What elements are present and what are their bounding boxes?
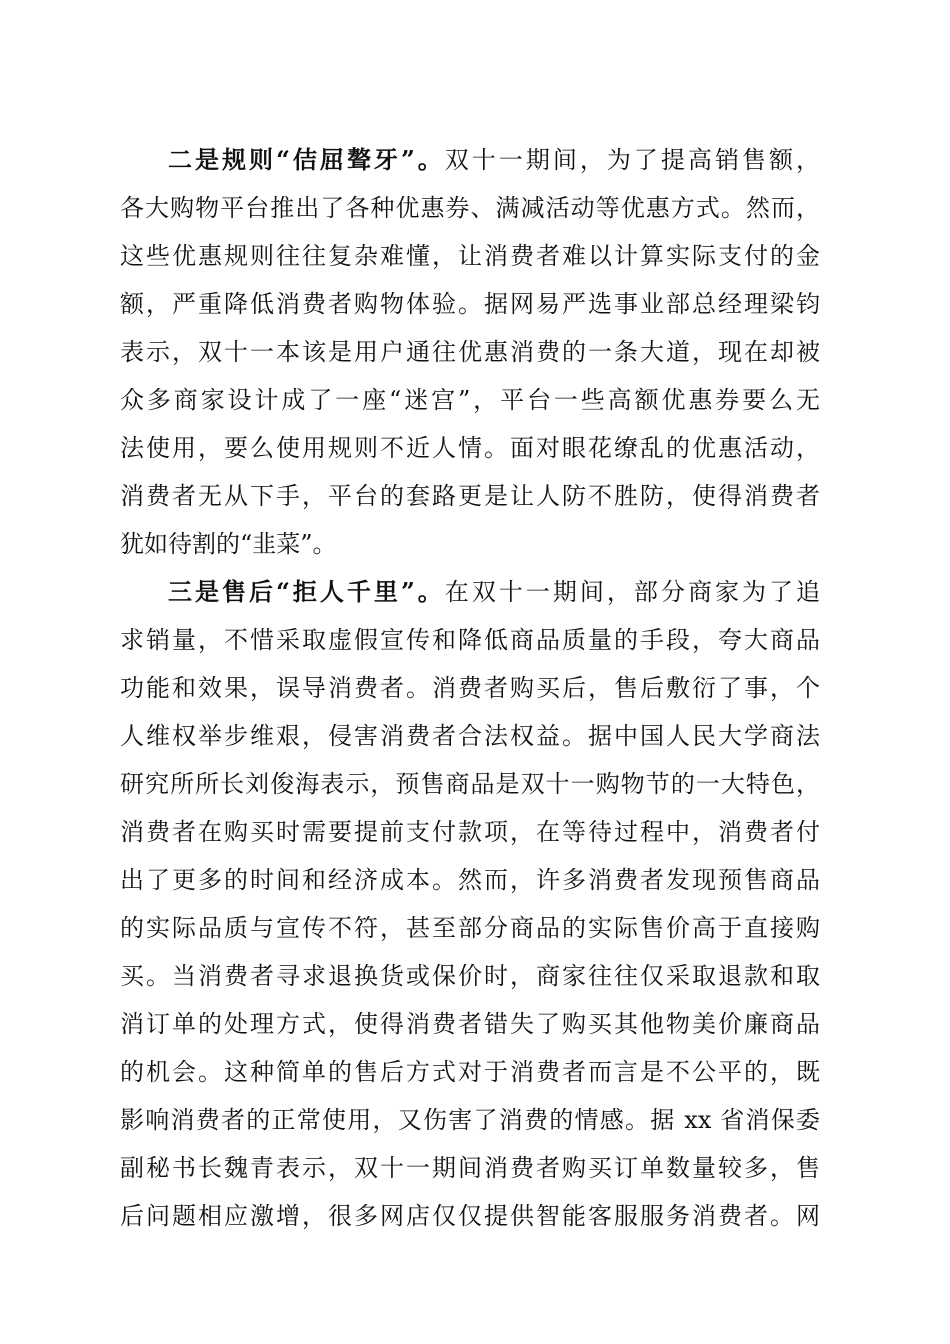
paragraph-2-line-6: 消费者在购买时需要提前支付款项，在等待过程中，消费者付 (120, 818, 820, 846)
paragraph-2-line-1 (168, 572, 820, 612)
paragraph-2-lead: 三是售后“拒人千里”。 (168, 577, 445, 606)
paragraph-1-line-9: 犹如待割的“韭菜”。 (120, 530, 337, 558)
paragraph-2-line-7: 出了更多的时间和经济成本。然而，许多消费者发现预售商品 (120, 866, 820, 894)
paragraph-1-line-5: 表示，双十一本该是用户通往优惠消费的一条大道，现在却被 (120, 338, 820, 366)
paragraph-1-line-7: 法使用，要么使用规则不近人情。面对眼花缭乱的优惠活动， (120, 434, 820, 462)
paragraph-1-line-8: 消费者无从下手，平台的套路更是让人防不胜防，使得消费者 (120, 482, 820, 510)
paragraph-2-line-8: 的实际品质与宣传不符，甚至部分商品的实际售价高于直接购 (120, 914, 820, 942)
paragraph-2-line-3: 功能和效果，误导消费者。消费者购买后，售后敷衍了事，个 (120, 674, 820, 702)
paragraph-2-line-9: 买。当消费者寻求退换货或保价时，商家往往仅采取退款和取 (120, 962, 820, 990)
paragraph-2-line-11: 的机会。这种简单的售后方式对于消费者而言是不公平的，既 (120, 1058, 820, 1086)
paragraph-1-line-2: 各大购物平台推出了各种优惠券、满减活动等优惠方式。然而， (120, 194, 820, 222)
paragraph-1-line-1-text: 双十一期间，为了提高销售额， (444, 146, 821, 174)
paragraph-2-line-10: 消订单的处理方式，使得消费者错失了购买其他物美价廉商品 (120, 1010, 820, 1038)
paragraph-2-line-4: 人维权举步维艰，侵害消费者合法权益。据中国人民大学商法 (120, 722, 820, 750)
paragraph-2-line-14: 后问题相应激增，很多网店仅仅提供智能客服服务消费者。网 (120, 1202, 820, 1230)
paragraph-1-line-4: 额，严重降低消费者购物体验。据网易严选事业部总经理梁钧 (120, 290, 820, 318)
paragraph-2-line-5: 研究所所长刘俊海表示，预售商品是双十一购物节的一大特色， (120, 770, 820, 798)
paragraph-1-line-6: 众多商家设计成了一座“迷宫”，平台一些高额优惠券要么无 (120, 386, 820, 414)
paragraph-2-line-13: 副秘书长魏青表示，双十一期间消费者购买订单数量较多，售 (120, 1154, 820, 1182)
paragraph-1-line-1 (168, 140, 820, 180)
paragraph-2-line-2: 求销量，不惜采取虚假宣传和降低商品质量的手段，夸大商品 (120, 626, 820, 654)
paragraph-1-line-3: 这些优惠规则往往复杂难懂，让消费者难以计算实际支付的金 (120, 242, 820, 270)
paragraph-2-line-12: 影响消费者的正常使用，又伤害了消费的情感。据 xx 省消保委 (120, 1106, 820, 1134)
paragraph-2-line-1-text: 在双十一期间，部分商家为了追 (444, 578, 821, 606)
paragraph-1-lead: 二是规则“佶屈聱牙”。 (168, 145, 445, 174)
